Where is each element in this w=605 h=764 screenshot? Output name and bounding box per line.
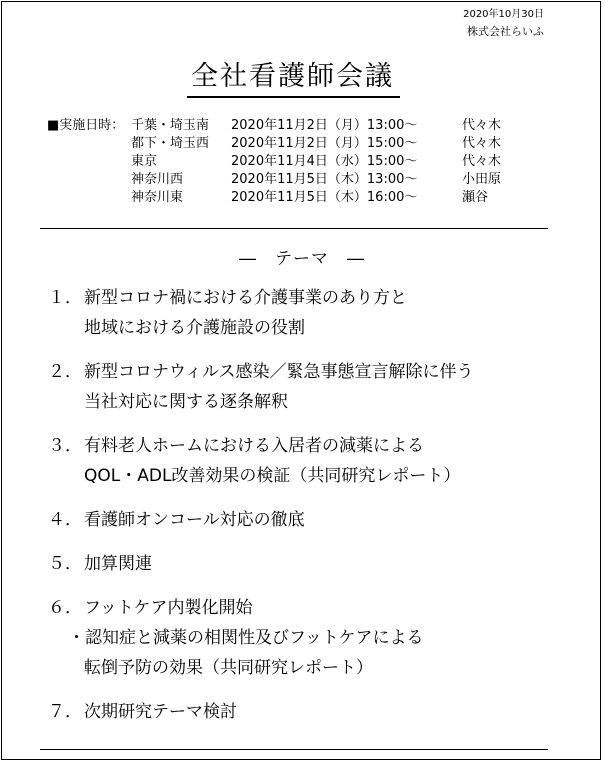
item-text: フットケア内製化開始 bbox=[84, 598, 253, 618]
divider bbox=[40, 749, 548, 750]
company-name: 株式会社らいふ bbox=[467, 25, 544, 38]
item-number: ７． bbox=[48, 702, 82, 722]
schedule-place: 代々木 bbox=[462, 118, 502, 133]
item-number: ２． bbox=[48, 362, 82, 382]
schedule-region: 東京 bbox=[131, 154, 158, 169]
item-text: 看護師オンコール対応の徹底 bbox=[84, 510, 305, 530]
schedule-datetime: 2020年11月5日（木）16:00～ bbox=[231, 190, 418, 205]
divider bbox=[40, 228, 548, 229]
item-number: ４． bbox=[48, 510, 82, 530]
agenda-item bbox=[48, 697, 473, 727]
schedule-place: 小田原 bbox=[462, 172, 502, 187]
item-text: 有料老人ホームにおける入居者の減薬による bbox=[84, 436, 424, 456]
schedule-place: 瀬谷 bbox=[462, 190, 489, 205]
schedule-datetime: 2020年11月4日（水）15:00～ bbox=[231, 154, 418, 169]
agenda-item bbox=[48, 357, 473, 417]
page-title: 全社看護師会議 bbox=[187, 60, 400, 98]
item-text: 当社対応に関する逐条解釈 bbox=[84, 392, 288, 412]
item-text: 新型コロナ禍における介護事業のあり方と bbox=[84, 288, 407, 308]
item-text: 加算関連 bbox=[84, 554, 152, 574]
item-number: １． bbox=[48, 288, 82, 308]
item-number: ５． bbox=[48, 554, 82, 574]
agenda-item bbox=[48, 593, 473, 683]
schedule-region: 神奈川西 bbox=[131, 172, 184, 187]
agenda-item bbox=[48, 283, 473, 343]
sub-item-text: 転倒予防の効果（共同研究レポート） bbox=[84, 658, 373, 678]
agenda-item bbox=[48, 431, 473, 491]
item-text: 地域における介護施設の役割 bbox=[84, 318, 305, 338]
schedule-place: 代々木 bbox=[462, 154, 502, 169]
schedule-region: 都下・埼玉西 bbox=[131, 136, 210, 151]
sub-item-text: ・認知症と減薬の相関性及びフットケアによる bbox=[68, 628, 424, 648]
schedule-datetime: 2020年11月2日（月）15:00～ bbox=[231, 136, 418, 151]
schedule-place: 代々木 bbox=[462, 136, 502, 151]
agenda-item bbox=[48, 505, 473, 535]
agenda-list bbox=[48, 283, 473, 727]
document-date: 2020年10月30日 bbox=[463, 9, 544, 20]
agenda-item bbox=[48, 549, 473, 579]
schedule-region: 神奈川東 bbox=[131, 190, 184, 205]
schedule-datetime: 2020年11月5日（木）13:00～ bbox=[231, 172, 418, 187]
item-number: ６． bbox=[48, 598, 82, 618]
schedule-datetime: 2020年11月2日（月）13:00～ bbox=[231, 118, 418, 133]
item-text: QOL・ADL改善効果の検証（共同研究レポート） bbox=[84, 466, 461, 486]
document-page bbox=[1, 1, 601, 760]
theme-heading: ― テーマ ― bbox=[239, 249, 365, 269]
schedule-label: ■実施日時： bbox=[47, 118, 125, 133]
item-text: 次期研究テーマ検討 bbox=[84, 702, 237, 722]
item-text: 新型コロナウィルス感染／緊急事態宣言解除に伴う bbox=[84, 362, 474, 382]
item-number: ３． bbox=[48, 436, 82, 456]
schedule-region: 千葉・埼玉南 bbox=[131, 118, 210, 133]
